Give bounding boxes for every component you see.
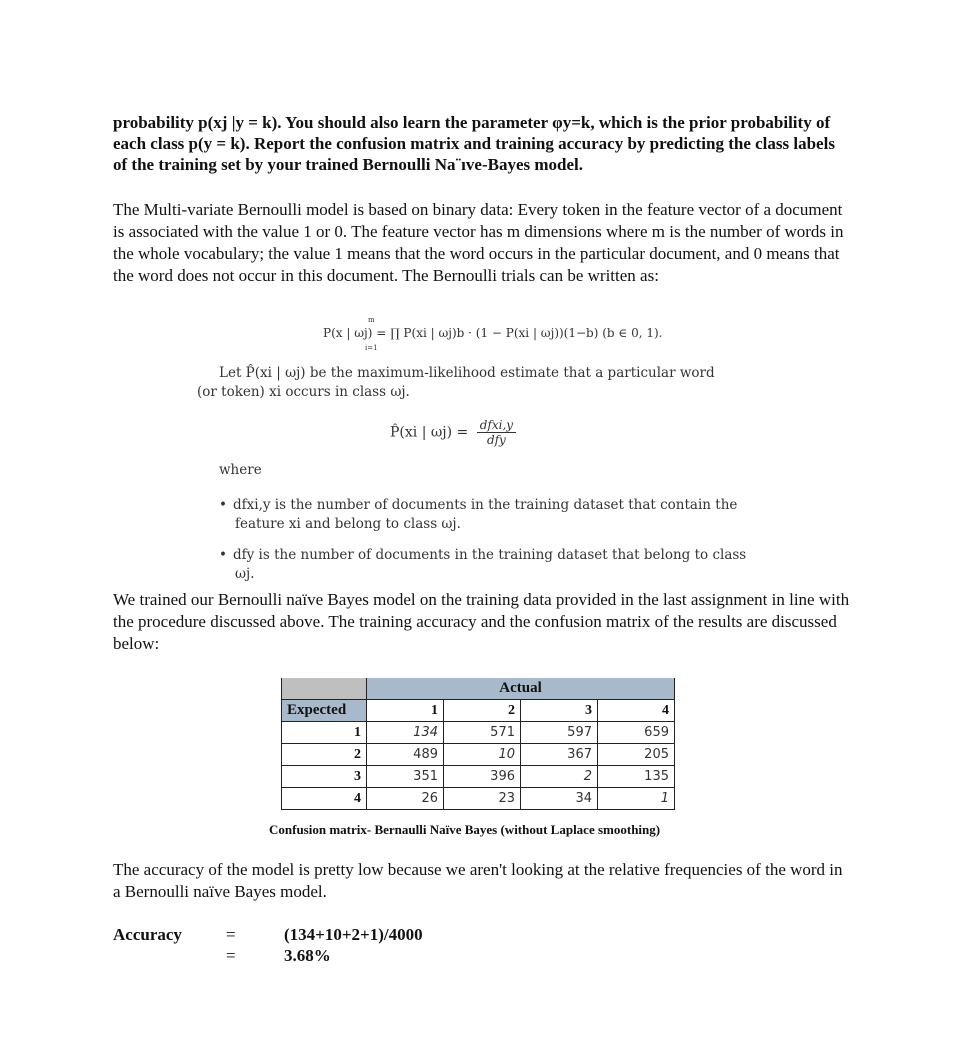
product-upper-limit: m (368, 316, 375, 324)
matrix-cell: 597 (521, 722, 598, 744)
mle-fraction: $\frac{\text{dfxi,y}}{\text{dfy}}$ (477, 418, 516, 447)
row-header: 1 (282, 722, 367, 744)
matrix-cell: 489 (367, 744, 444, 766)
table-row (282, 788, 675, 810)
column-header: 3 (521, 700, 598, 722)
matrix-cell: 134 (367, 722, 444, 744)
mle-definition-line1: Let P̂(xi | ωj) be the maximum-likelihood estimate that a particular word (219, 365, 715, 381)
header-blank-cell (282, 678, 367, 700)
matrix-cell: 1 (598, 788, 675, 810)
matrix-cell: 396 (444, 766, 521, 788)
matrix-cell: 571 (444, 722, 521, 744)
equals-sign: = (226, 946, 236, 965)
row-header: 2 (282, 744, 367, 766)
matrix-cell: 2 (521, 766, 598, 788)
matrix-cell: 135 (598, 766, 675, 788)
row-header: 3 (282, 766, 367, 788)
product-lower-limit: i=1 (365, 344, 378, 352)
bullet-dfxy: • dfxi,y is the number of documents in the training dataset that contain the feature xi and belong to class ωj. (219, 497, 738, 532)
matrix-cell: 26 (367, 788, 444, 810)
accuracy-label: Accuracy (113, 925, 182, 944)
table-caption: Confusion matrix- Bernaulli Naïve Bayes (without Laplace smoothing) (269, 822, 661, 837)
mle-definition-line2: (or token) xi occurs in class ωj. (197, 384, 410, 400)
accuracy-explanation-paragraph: The accuracy of the model is pretty low because we aren't looking at the relative frequencies of the word in a Bernoulli naïve Bayes model. (113, 860, 843, 901)
table-row (282, 722, 675, 744)
intro-paragraph: probability p(xj |y = k). You should also learn the parameter φy=k, which is the prior probability of each class p(y = k). Report the confusion matrix and training accuracy by predicting the class labels of the training set by your trained Bernoulli Na¨ıve-Bayes model. (113, 113, 835, 174)
matrix-cell: 351 (367, 766, 444, 788)
table-row (282, 744, 675, 766)
mle-equation: P̂(xi | ωj) = $\frac{\text{dfxi,y}}{\text{dfy}}$ (390, 418, 516, 447)
matrix-cell: 205 (598, 744, 675, 766)
equals-sign: = (226, 925, 236, 944)
row-header: 4 (282, 788, 367, 810)
column-header: 2 (444, 700, 521, 722)
bullet-dfy: • dfy is the number of documents in the training dataset that belong to class ωj. (219, 547, 747, 582)
expected-header: Expected (282, 700, 367, 722)
matrix-cell: 367 (521, 744, 598, 766)
matrix-cell: 23 (444, 788, 521, 810)
accuracy-result: 3.68% (284, 946, 331, 965)
bernoulli-formula: P(x | ωj) = ∏ P(xi | ωj)b · (1 − P(xi | ωj))(1−b) (b ∈ 0, 1). m i=1 (323, 316, 663, 352)
column-header: 1 (367, 700, 444, 722)
actual-header: Actual (367, 678, 675, 700)
formula-image (195, 310, 770, 588)
table-row (282, 766, 675, 788)
column-header: 4 (598, 700, 675, 722)
matrix-cell: 10 (444, 744, 521, 766)
matrix-cell: 34 (521, 788, 598, 810)
where-label: where (219, 462, 262, 478)
model-description-paragraph: The Multi-variate Bernoulli model is based on binary data: Every token in the feature vector of a document is associated with the value 1 or 0. The feature vector has m dimensions where m is the number of words in the whole vocabulary; the value 1 means that the word occurs in the particular document, and 0 means that the word does not occur in this document. The Bernoulli trials can be written as: (113, 200, 844, 285)
training-paragraph: We trained our Bernoulli naïve Bayes model on the training data provided in the last assignment in line with the procedure discussed above. The training accuracy and the confusion matrix of the results are discussed below: (113, 590, 850, 653)
accuracy-expression: (134+10+2+1)/4000 (284, 925, 423, 944)
matrix-cell: 659 (598, 722, 675, 744)
confusion-matrix-table (281, 678, 675, 810)
